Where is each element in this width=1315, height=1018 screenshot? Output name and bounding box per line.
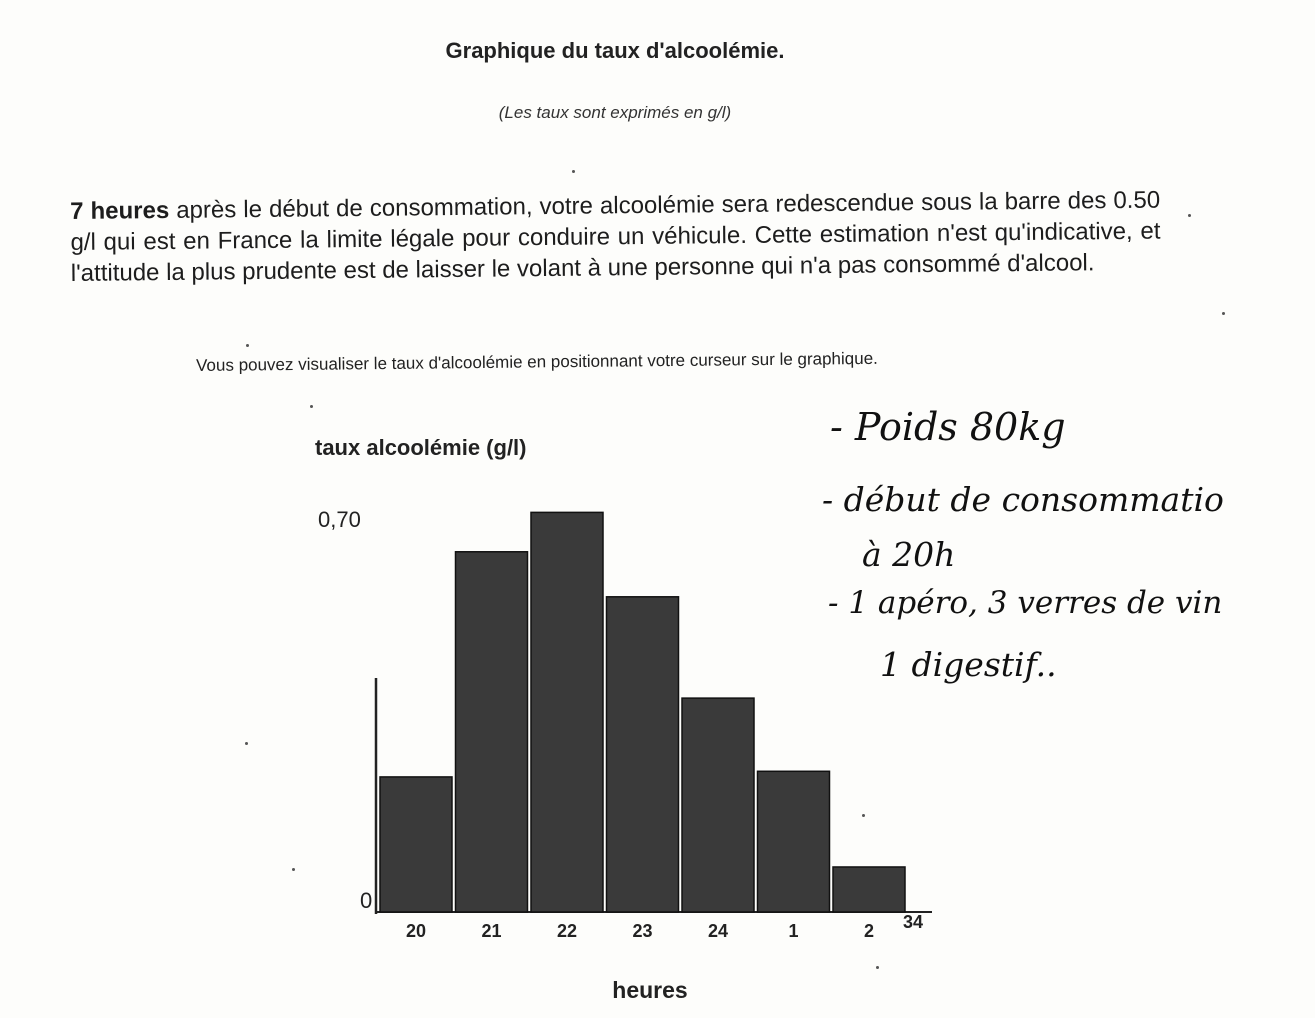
- note-digestif: 1 digestif..: [880, 645, 1057, 684]
- x-tick-label: 24: [707, 921, 729, 941]
- note-start: - début de consommatio: [822, 480, 1224, 519]
- x-tick-label: 23: [632, 921, 653, 941]
- note-drinks: - 1 apéro, 3 verres de vin: [828, 585, 1223, 621]
- scan-speck: [292, 868, 295, 871]
- y-tick-top: 0,70: [318, 507, 361, 532]
- bar-21[interactable]: [456, 552, 528, 912]
- x-tick-label: 1: [788, 921, 799, 941]
- x-tick-label: 20: [405, 921, 427, 941]
- page-subtitle: (Les taux sont exprimés en g/l): [498, 103, 732, 122]
- bar-23[interactable]: [607, 597, 679, 912]
- page-title: Graphique du taux d'alcoolémie.: [445, 38, 785, 63]
- y-tick-zero: 0: [360, 888, 373, 913]
- bar-1[interactable]: [758, 771, 830, 912]
- x-tick-label: 2: [863, 921, 875, 941]
- bar-24[interactable]: [682, 698, 754, 912]
- x-axis-label: heures: [612, 977, 688, 1003]
- bar-22[interactable]: [531, 512, 603, 912]
- cursor-hint: Vous pouvez visualiser le taux d'alcoolémie en positionnant votre curseur sur le graphique.: [196, 348, 878, 375]
- result-text: après le début de consommation, votre alcoolémie sera redescendue sous la barre des 0.50 g/l qui est en France la limite légale pour conduire un véhicule. Cette estimation n'est qu'indicative, et l'attitude la plus prudente est de laisser le volant à une personne qui n'a pas consommé d'alcool.: [70, 186, 1161, 287]
- scan-speck: [1222, 312, 1225, 315]
- y-axis-label: taux alcoolémie (g/l): [315, 435, 527, 460]
- scan-speck: [246, 344, 249, 347]
- x-tick-extra: 34: [902, 912, 924, 932]
- x-tick-label: 21: [481, 921, 502, 941]
- scan-speck: [310, 405, 313, 408]
- bar-20[interactable]: [380, 777, 452, 912]
- scan-speck: [862, 814, 865, 817]
- x-tick-label: 22: [556, 921, 578, 941]
- bar-2[interactable]: [833, 867, 905, 912]
- hours-result: 7 heures: [70, 196, 170, 225]
- scan-speck: [245, 742, 248, 745]
- scan-speck: [876, 966, 879, 969]
- scan-speck: [572, 170, 575, 173]
- note-start-time: à 20h: [862, 535, 956, 574]
- note-weight: - Poids 80kg: [830, 405, 1066, 449]
- scan-speck: [1188, 214, 1191, 217]
